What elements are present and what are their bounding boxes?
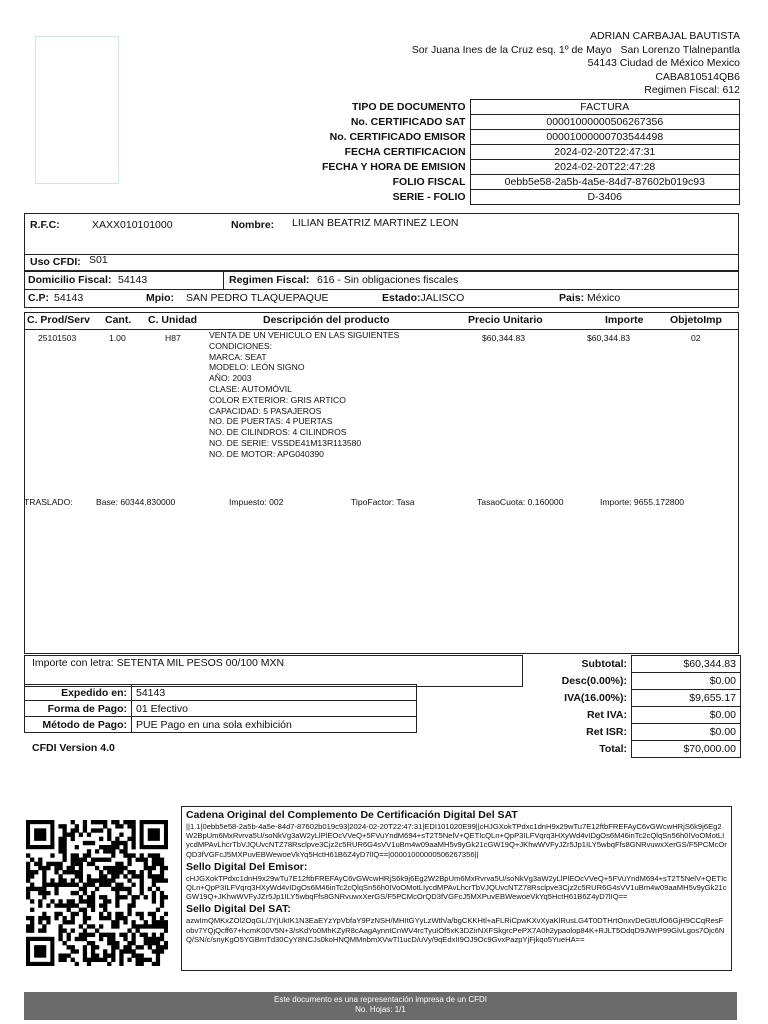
item-cant: 1.00 [109, 333, 126, 343]
total-value: $0.00 [632, 724, 741, 741]
doc-info-label: No. CERTIFICADO SAT [350, 116, 466, 128]
payment-value: 54143 [132, 685, 417, 701]
payment-row [25, 717, 417, 733]
uso-cfdi-label: Uso CFDI: [30, 256, 81, 268]
description-line: NO. DE MOTOR: APG040390 [209, 448, 324, 459]
col-cant: Cant. [105, 314, 132, 326]
payment-value: 01 Efectivo [132, 701, 417, 717]
description-line: COLOR EXTERIOR: GRIS ARTICO [209, 394, 346, 405]
nombre-label: Nombre: [231, 219, 275, 231]
col-objeto: ObjetoImp [670, 314, 722, 326]
doc-info-label: FECHA CERTIFICACION [344, 146, 466, 158]
total-value: $70,000.00 [632, 741, 741, 758]
col-precio: Precio Unitario [468, 314, 543, 326]
footer-bar [24, 992, 737, 1020]
domicilio-value: 54143 [118, 274, 148, 286]
items-header [24, 312, 739, 330]
total-label: Ret IVA: [586, 709, 627, 721]
doc-info-label: FOLIO FISCAL [392, 176, 466, 188]
doc-info-value: 0ebb5e58-2a5b-4a5e-84d7-87602b019c93 [470, 175, 739, 190]
description-line: AÑO: 2003 [209, 373, 252, 384]
cp-label: C.P: [28, 292, 49, 304]
cfdi-version: CFDI Version 4.0 [32, 742, 115, 754]
issuer-rfc: CABA810514QB6 [655, 70, 740, 83]
total-value: $9,655.17 [632, 690, 741, 707]
doc-info-value: 00001000000506267356 [470, 115, 739, 130]
doc-info-value: D-3406 [470, 190, 739, 205]
traslado-impuesto: Impuesto: 002 [229, 497, 284, 507]
doc-info-label: TIPO DE DOCUMENTO [351, 101, 466, 113]
traslado-label: TRASLADO: [24, 497, 73, 507]
sat-certification-box [181, 806, 732, 971]
cadena-text: ||1.1|0ebb5e58-2a5b-4a5e-84d7-87602b019c93|2024-02-20T22:47:31|EDI101020E99||cHJGXokTPdxc1dnH9x29wTu7E12ftbFREFAyC6vGWcwHRjS6k9j6Eg2W2BpUm6MxRvrva5U/soNkVg3aW2yLlPlEOcVVeQ+5FVuYndM694+sT2T5NelV+QETIcQLn+QpP3ILFVqrq3HXyWd4vIDgOs6M46inTc2cQlqSn56h0IVoOMotLIycdMPAvLhcrTbVJQUvcNTZ78Rsclpve3Cjz2c5RUR6G4sVV1uBm4w09aaMH5v9yGk21cGW19Q+JKhwWVFyJZr5Jp1ILY5wbqFfs8GNRvuwxXerGS/F5PCMcOrQD3fVGFcJ5MXPuvEBWewoeVkYq5HctH61B6Z4yD7lIQ==|00001000000506267356|| [186, 822, 727, 859]
description-line: CLASE: AUTOMÓVIL [209, 383, 292, 394]
estado-field [382, 292, 464, 304]
issuer-address-street: Sor Juana Ines de la Cruz esq. 1º de Mayo [411, 43, 612, 56]
total-value: $60,344.83 [632, 656, 741, 673]
payment-value: PUE Pago en una sola exhibición [132, 717, 417, 733]
item-importe: $60,344.83 [587, 333, 631, 343]
total-label: IVA(16.00%): [564, 692, 627, 704]
company-logo-placeholder [35, 36, 119, 184]
regimen-value: 616 - Sin obligaciones fiscales [317, 274, 459, 286]
doc-info-label: SERIE - FOLIO [392, 191, 466, 203]
document-info-table [300, 99, 740, 205]
item-description [209, 330, 399, 460]
sello-sat-title: Sello Digital Del SAT: [186, 903, 291, 916]
totals-row [523, 724, 741, 741]
payment-row [25, 701, 417, 717]
description-line: NO. DE SERIE: VSSDE41M13R113580 [209, 437, 362, 448]
doc-info-row [300, 130, 740, 145]
description-line: VENTA DE UN VEHICULO EN LAS SIGUIENTES [209, 330, 400, 340]
doc-info-row [300, 175, 740, 190]
item-objeto: 02 [691, 333, 701, 343]
receiver-name-row [24, 213, 739, 255]
doc-info-value: FACTURA [470, 100, 739, 115]
total-label: Desc(0.00%): [561, 675, 627, 687]
total-label: Subtotal: [581, 658, 627, 670]
pais-value: México [587, 292, 621, 304]
description-line: NO. DE CILINDROS: 4 CILINDROS [209, 427, 347, 438]
location-row [24, 289, 739, 308]
totals-row [523, 741, 741, 758]
regimen-label: Regimen Fiscal: [229, 274, 310, 286]
sello-sat-text: azwImQMKxZOl2OqGL/JYjUkIK1N3EaEYzYpVbfaY9PzNSH/MHItGYyLzWth/a/bgCKKHtl+aFLRiCpwKXvXyaKlRusLG4T0DTHrtOnxvDeGttUfO6GjH9CCqResFobv7YQjQcff67+hcmK00V5N+3/sKdYo0MhKZyR8cAagAynntCnWV4rcTyuIOf5xK3DZirNXFSkgrcPePX7A0h2ypaolop84K+RJLT5OdqD9JWrP99GlvLgos7Ojc6NQ/SN/c/snyKgO5YGBmTd30CyY8NCJs0koHNQMMnbmXVwTl1ucD/uVy/9qEdxII9OJ9Oc9GvxPazpYjFjkqo5YueHA== [186, 916, 725, 944]
payment-label: Forma de Pago: [25, 701, 132, 717]
uso-cfdi-row [24, 253, 739, 271]
sello-emisor-title: Sello Digital Del Emisor: [186, 860, 308, 873]
domicilio-row [24, 271, 739, 290]
traslado-tipo: TipoFactor: Tasa [351, 497, 415, 507]
importe-letra-box [24, 655, 523, 687]
payment-table [24, 684, 417, 733]
cadena-title: Cadena Original del Complemento De Certificación Digital Del SAT [186, 809, 518, 821]
totals-row [523, 690, 741, 707]
uso-cfdi-value: S01 [89, 254, 108, 266]
importe-letra: Importe con letra: SETENTA MIL PESOS 00/100 MXN [32, 657, 285, 669]
doc-info-label: No. CERTIFICADO EMISOR [329, 131, 466, 143]
issuer-name: ADRIAN CARBAJAL BAUTISTA [590, 30, 740, 42]
totals-table [523, 655, 741, 758]
total-value: $0.00 [632, 707, 741, 724]
item-precio: $60,344.83 [482, 333, 526, 343]
total-value: $0.00 [632, 673, 741, 690]
description-line: NO. DE PUERTAS: 4 PUERTAS [209, 416, 333, 427]
totals-row [523, 707, 741, 724]
doc-info-row [300, 100, 740, 115]
estado-label: Estado: [382, 292, 421, 304]
doc-info-row [300, 115, 740, 130]
estado-value: JALISCO [420, 292, 465, 304]
footer-line2: No. Hojas: 1/1 [355, 1005, 406, 1014]
pais-label: Pais: [559, 292, 585, 304]
total-label: Ret ISR: [586, 726, 627, 738]
rfc-label: R.F.C: [30, 219, 60, 231]
payment-row [25, 685, 417, 701]
doc-info-value: 2024-02-20T22:47:28 [470, 160, 739, 175]
totals-row [523, 673, 741, 690]
col-prod-serv: C. Prod/Serv [27, 314, 91, 326]
doc-info-value: 00001000000703544498 [470, 130, 739, 145]
issuer-block [412, 30, 740, 98]
item-unidad: H87 [165, 333, 181, 343]
cp-value: 54143 [54, 292, 84, 304]
payment-label: Expedido en: [25, 685, 132, 701]
item-prod-serv: 25101503 [38, 333, 77, 343]
description-line: CAPACIDAD: 5 PASAJEROS [209, 405, 322, 416]
issuer-address-line2: 54143 Ciudad de México Mexico [587, 57, 740, 69]
rfc-value: XAXX010101000 [92, 219, 173, 231]
qr-code [26, 820, 168, 966]
doc-info-label: FECHA Y HORA DE EMISION [322, 161, 466, 173]
description-line: MARCA: SEAT [209, 351, 267, 362]
totals-row [523, 656, 741, 673]
mpio-value: SAN PEDRO TLAQUEPAQUE [186, 292, 329, 304]
traslado-base: Base: 60344.830000 [96, 497, 176, 507]
doc-info-row [300, 160, 740, 175]
payment-label: Método de Pago: [25, 717, 132, 733]
issuer-regimen: Regimen Fiscal: 612 [644, 84, 740, 96]
traslado-tasa: TasaoCuota: 0.160000 [477, 497, 564, 507]
issuer-address-line1 [412, 44, 740, 58]
col-importe: Importe [605, 314, 644, 326]
doc-info-row [300, 145, 740, 160]
doc-info-value: 2024-02-20T22:47:31 [470, 145, 739, 160]
domicilio-label: Domicilio Fiscal: [28, 274, 112, 286]
description-line: MODELO: LEÓN SIGNO [209, 362, 305, 373]
divider [223, 272, 224, 289]
traslado-importe: Importe: 9655.172800 [600, 497, 685, 507]
description-line: CONDICIONES: [209, 340, 273, 351]
col-unidad: C. Unidad [148, 314, 197, 326]
sello-emisor-text: cHJGXokTPdxc1dnH9x29wTu7E12ftbFREFAyC6vGWcwHRjS6k9j6Eg2W2BpUm6MxRvrva5U/soNkVg3aW2yLlPlEOcVVeQ+5FVuYndM694+sT2T5NelV+QETIcQLn+QpP3ILFVqrq3HXyWd4vIDgOs6M46inTc2cQlqSn56h0IVoOMotLIycdMPAvLhcrTbVJQUvcNTZ78Rsclpve3Cjz2c5RUR6G4sVV1uBm4w09aaMH5v9yGk21cGW19Q+JKhwWVFyJZr5Jp1ILY5wbqFfs8GNRvuwxXerGS/F5PCMcOrQD3fVGFcJ5MXPuvEBWewoeVkYq5HctH61B6Z4yD7lIQ== [186, 873, 727, 902]
doc-info-row [300, 190, 740, 205]
mpio-label: Mpio: [146, 292, 174, 304]
col-descripcion: Descripción del producto [263, 314, 390, 326]
total-label: Total: [599, 743, 627, 755]
issuer-address-colonia: San Lorenzo Tlalnepantla [620, 43, 740, 56]
footer-line1: Este documento es una representación impresa de un CFDI [273, 995, 487, 1004]
nombre-value: LILIAN BEATRIZ MARTINEZ LEON [292, 217, 459, 229]
